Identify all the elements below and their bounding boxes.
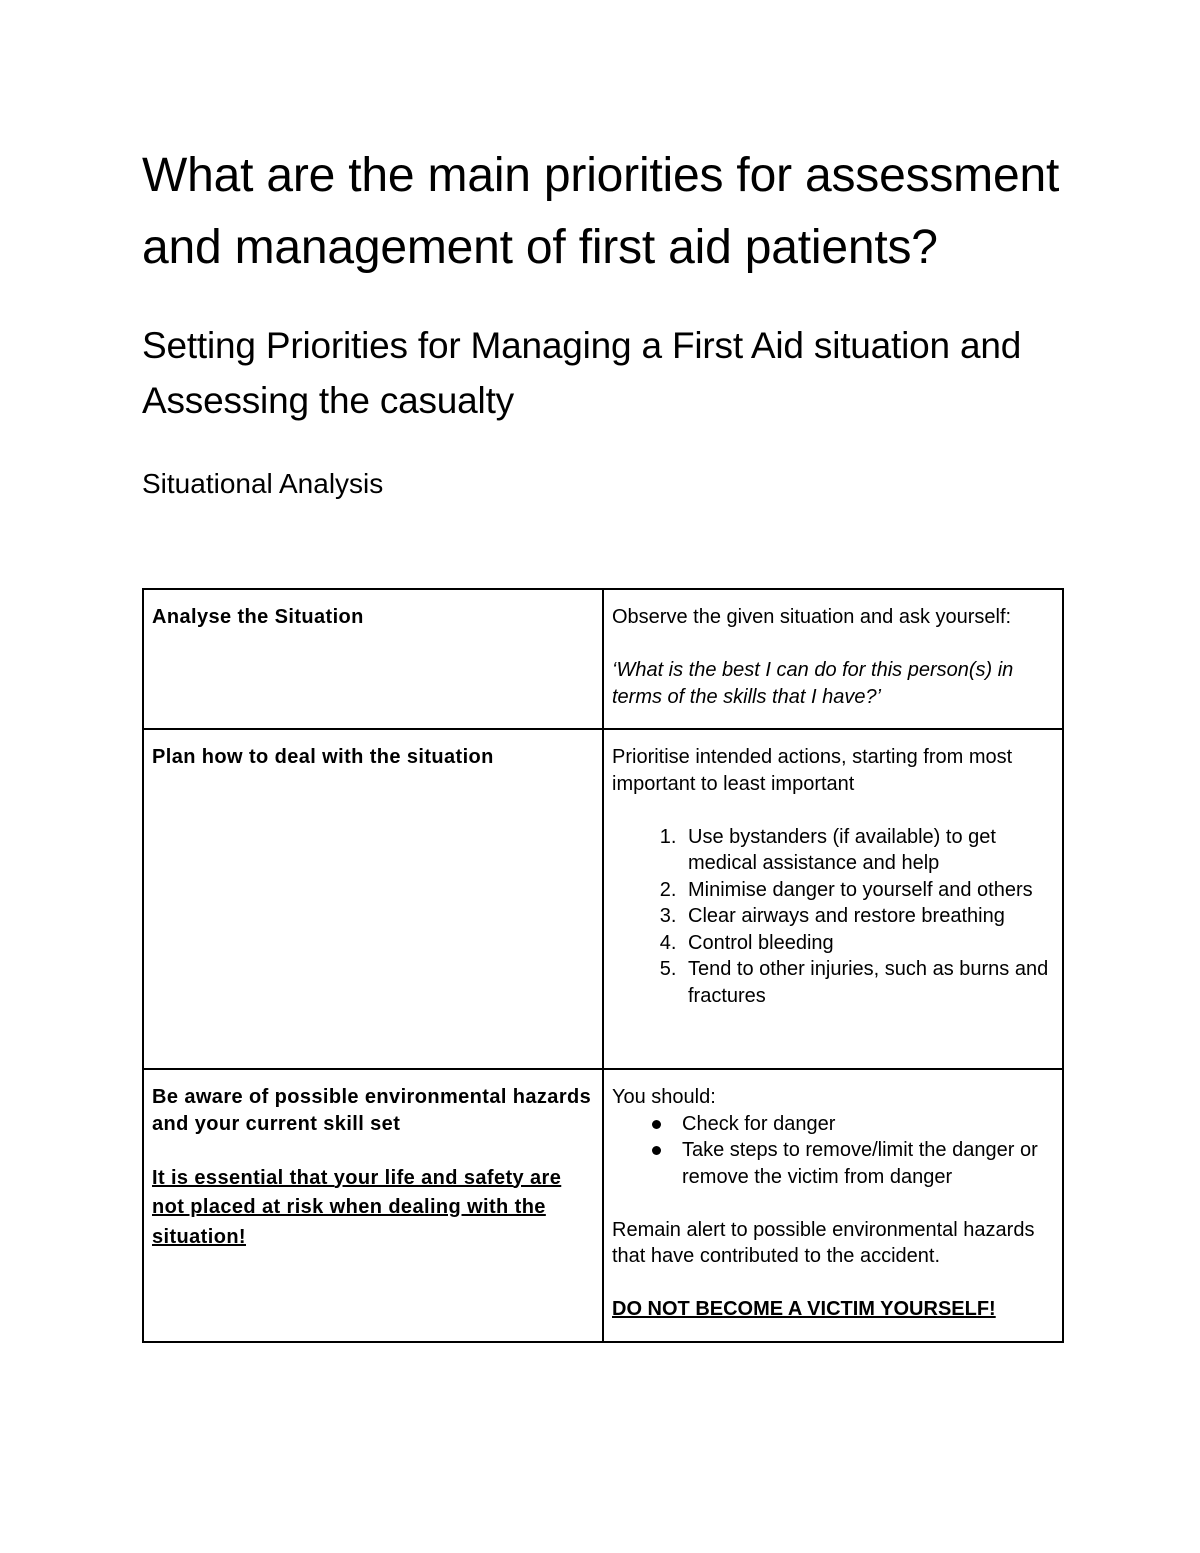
bullet-icon: [652, 1120, 661, 1129]
danger-checks-list: [612, 1111, 1054, 1191]
document-subtitle: Setting Priorities for Managing a First Aid situation and Assessing the casualty: [142, 325, 1022, 421]
list-item: 2. Minimise danger to yourself and others: [682, 877, 1054, 904]
list-item: 4. Control bleeding: [682, 930, 1054, 957]
victim-warning: DO NOT BECOME A VICTIM YOURSELF!: [612, 1298, 996, 1320]
priority-steps-list: [612, 824, 1054, 1010]
table-row: [143, 589, 1063, 729]
situational-analysis-table: [142, 588, 1064, 1343]
table-row: [143, 729, 1063, 1069]
list-item-text: Check for danger: [682, 1112, 836, 1135]
row-label-cell: [143, 589, 603, 729]
row-label: Plan how to deal with the situation: [152, 746, 494, 768]
list-item: 3. Clear airways and restore breathing: [682, 903, 1054, 930]
list-item: [682, 1137, 1054, 1190]
document-title: What are the main priorities for assessment and management of first aid patients?: [142, 149, 1060, 274]
row-label-cell: [143, 729, 603, 1069]
section-heading: Situational Analysis: [142, 468, 384, 499]
list-item: 5. Tend to other injuries, such as burns and fractures: [682, 956, 1054, 1009]
list-item: [682, 1111, 1054, 1138]
row-label: Be aware of possible environmental hazards and your current skill set: [152, 1086, 592, 1135]
row-intro: Prioritise intended actions, starting from most important to least important: [612, 746, 1013, 795]
row-content-cell: [603, 589, 1063, 729]
row-quote: ‘What is the best I can do for this person(s) in terms of the skills that I have?’: [612, 659, 1014, 708]
list-item: 1. Use bystanders (if available) to get medical assistance and help: [682, 824, 1054, 877]
row-label-cell: [143, 1069, 603, 1342]
bullet-icon: [652, 1146, 661, 1155]
list-item-text: Take steps to remove/limit the danger or remove the victim from danger: [682, 1139, 1038, 1188]
row-content-cell: [603, 1069, 1063, 1342]
row-intro: Observe the given situation and ask yourself:: [612, 606, 1012, 628]
safety-warning: It is essential that your life and safety are not placed at risk when dealing with the situation!: [152, 1166, 562, 1248]
table-row: [143, 1069, 1063, 1342]
row-intro: You should:: [612, 1086, 716, 1108]
document-page: [142, 140, 1060, 502]
row-note: Remain alert to possible environmental hazards that have contributed to the accident.: [612, 1218, 1035, 1267]
row-content-cell: [603, 729, 1063, 1069]
row-label: Analyse the Situation: [152, 606, 364, 628]
